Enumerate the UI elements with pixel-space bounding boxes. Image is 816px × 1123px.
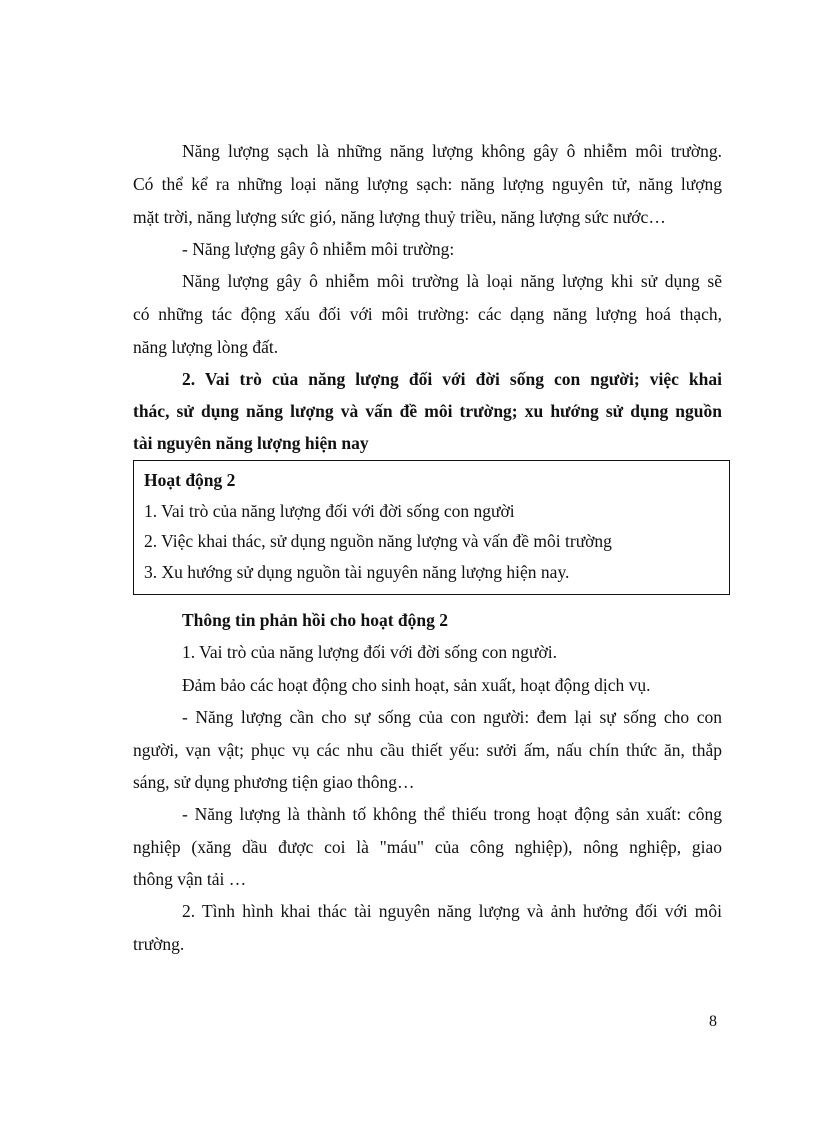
clean-energy-line-3: mặt trời, năng lượng sức gió, năng lượng thuỷ triều, năng lượng sức nước…	[133, 207, 666, 227]
life-line-3: sáng, sử dụng phương tiện giao thông…	[133, 772, 415, 792]
role-title: 1. Vai trò của năng lượng đối với đời sống con người.	[182, 642, 558, 662]
clean-energy-line-1: Năng lượng sạch là những năng lượng không gây ô nhiễm môi trường.	[182, 141, 722, 161]
activity-title: Hoạt động 2	[144, 470, 236, 490]
activity-item-2: 2. Việc khai thác, sử dụng nguồn năng lượng và vấn đề môi trường	[144, 531, 612, 551]
polluting-energy-line-2: có những tác động xấu đối với môi trường: các dạng năng lượng hoá thạch,	[133, 304, 722, 324]
activity-item-1: 1. Vai trò của năng lượng đối với đời sống con người	[144, 501, 515, 521]
production-line-2: nghiệp (xăng dầu được coi là "máu" của công nghiệp), nông nghiệp, giao	[133, 837, 722, 857]
activity-box	[133, 460, 730, 595]
production-line-1: - Năng lượng là thành tố không thể thiếu trong hoạt động sản xuất: công	[182, 804, 722, 824]
situation-line-2: trường.	[133, 934, 185, 954]
polluting-energy-line-1: Năng lượng gây ô nhiễm môi trường là loại năng lượng khi sử dụng sẽ	[182, 271, 722, 291]
situation-line-1: 2. Tình hình khai thác tài nguyên năng lượng và ảnh hưởng đối với môi	[182, 901, 722, 921]
polluting-energy-heading: - Năng lượng gây ô nhiễm môi trường:	[182, 239, 455, 259]
section-2-heading-line-1: 2. Vai trò của năng lượng đối với đời sống con người; việc khai	[182, 369, 722, 389]
life-line-2: người, vạn vật; phục vụ các nhu cầu thiết yếu: sưởi ấm, nấu chín thức ăn, thắp	[133, 740, 722, 760]
clean-energy-line-2: Có thể kể ra những loại năng lượng sạch: năng lượng nguyên tử, năng lượng	[133, 174, 722, 194]
life-line-1: - Năng lượng cần cho sự sống của con người: đem lại sự sống cho con	[182, 707, 722, 727]
role-intro: Đảm bảo các hoạt động cho sinh hoạt, sản xuất, hoạt động dịch vụ.	[182, 675, 651, 695]
page-number: 8	[709, 1013, 717, 1030]
section-2-heading-line-3: tài nguyên năng lượng hiện nay	[133, 433, 369, 453]
production-line-3: thông vận tải …	[133, 869, 247, 889]
feedback-heading: Thông tin phản hồi cho hoạt động 2	[182, 610, 449, 630]
polluting-energy-line-3: năng lượng lòng đất.	[133, 337, 279, 357]
activity-item-3: 3. Xu hướng sử dụng nguồn tài nguyên năng lượng hiện nay.	[144, 562, 570, 582]
section-2-heading-line-2: thác, sử dụng năng lượng và vấn đề môi trường; xu hướng sử dụng nguồn	[133, 401, 722, 421]
